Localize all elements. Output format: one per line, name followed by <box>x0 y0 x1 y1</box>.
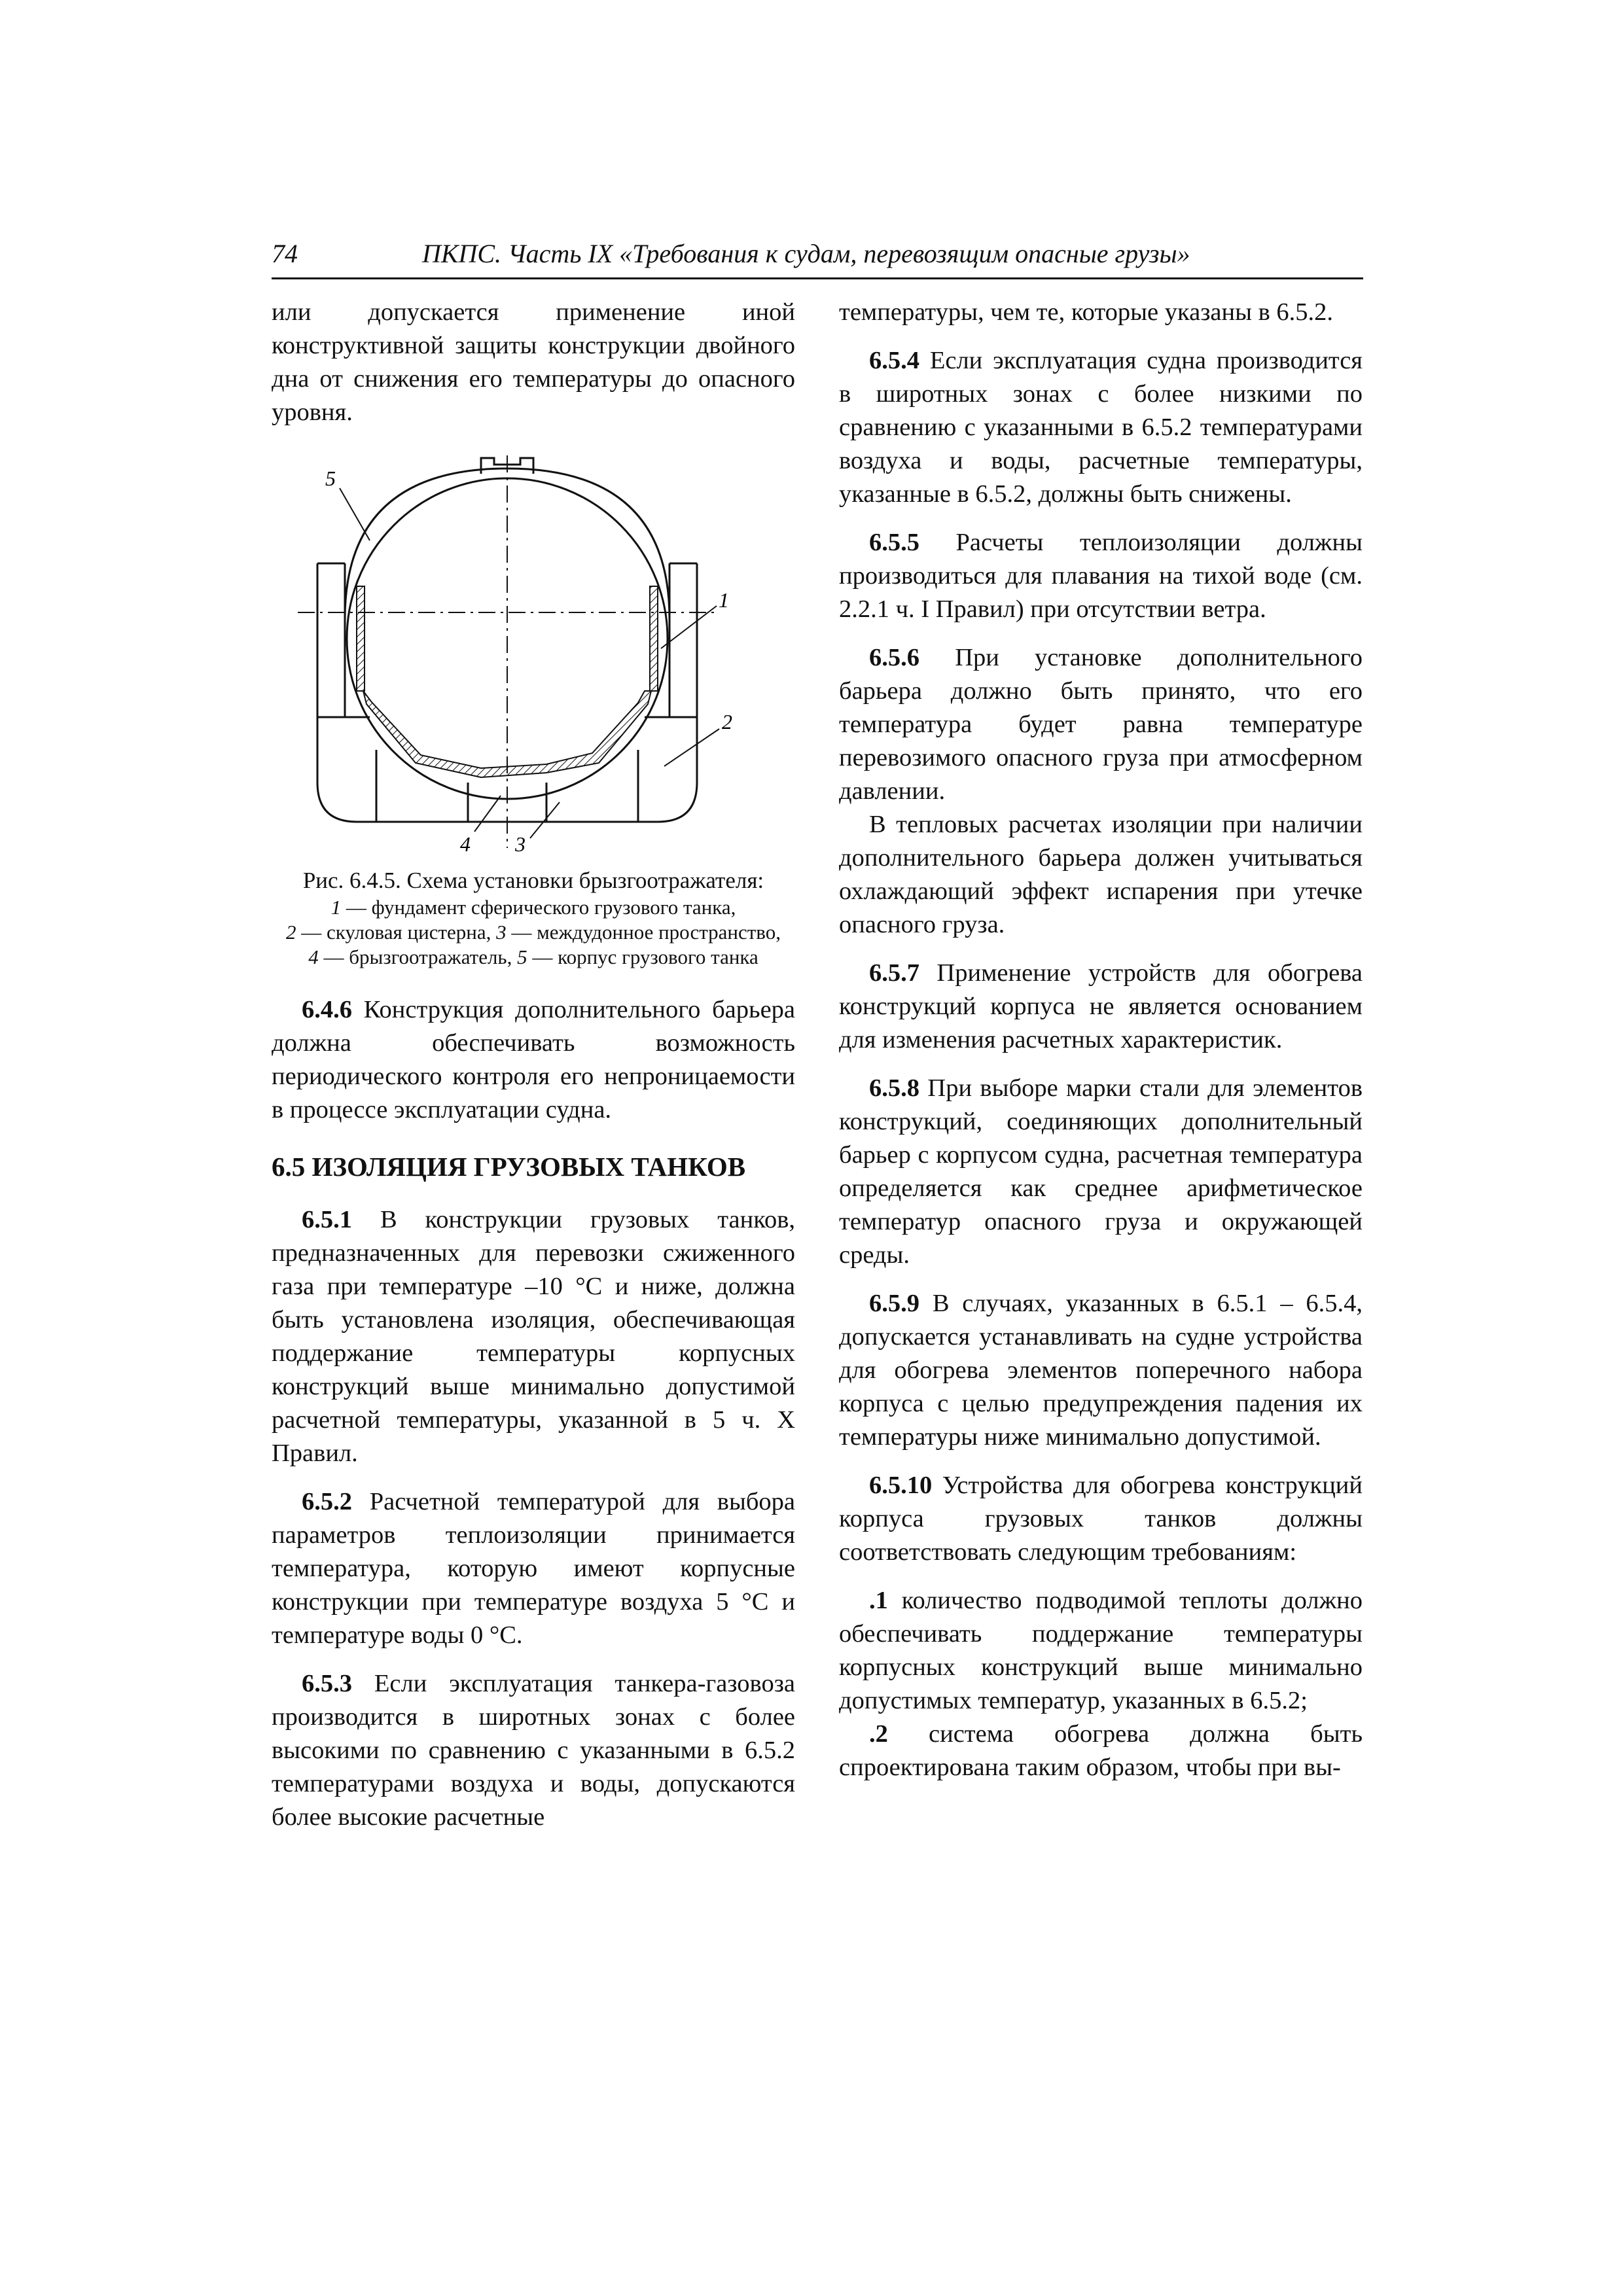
intro-paragraph: или допускается применение иной конструктивной защиты конструкции двойного дна от снижения его температуры до опасного уровня. <box>272 298 795 426</box>
caption-title: Рис. 6.4.5. Схема установки брызгоотражателя: <box>302 868 764 893</box>
figure-6-4-5 <box>272 455 795 861</box>
right-column <box>839 296 1363 1784</box>
paragraph-6-5-7: 6.5.7 Применение устройств для обогрева конструкций корпуса не является основанием для изменения расчетных характеристик. <box>839 959 1363 1053</box>
paragraph-6-4-6: 6.4.6 Конструкция дополнительного барьера должна обеспечивать возможность периодического контроля его непроницаемости в процессе эксплуатации судна. <box>272 996 795 1123</box>
paragraph-6-5-5: 6.5.5 Расчеты теплоизоляции должны производиться для плавания на тихой воде (см. 2.2.1 ч. I Правил) при отсутствии ветра. <box>839 529 1363 623</box>
paragraph-6-5-4: 6.5.4 Если эксплуатация судна производится в широтных зонах с более низкими по сравнению с указанными в 6.5.2 температурами воздуха и воды, расчетные температуры, указанные в 6.5.2, должны быть снижены. <box>839 347 1363 508</box>
section-title: 6.5 ИЗОЛЯЦИЯ ГРУЗОВЫХ ТАНКОВ <box>272 1152 746 1182</box>
paragraph-6-5-3: 6.5.3 Если эксплуатация танкера-газовоза производится в широтных зонах с более высокими по сравнению с указанными в 6.5.2 температурами воздуха и воды, допускаются более высокие расчетные <box>272 1670 795 1831</box>
left-column <box>272 296 795 1834</box>
list-item-2: .2 система обогрева должна быть спроектирована таким образом, чтобы при вы- <box>839 1720 1363 1781</box>
spray-shield-diagram <box>272 455 795 861</box>
paragraph-6-5-9: 6.5.9 В случаях, указанных в 6.5.1 – 6.5.4, допускается устанавливать на судне устройства для обогрева элементов поперечного набора корпуса с целью предупреждения падения их температуры ниже минимально допустимой. <box>839 1290 1363 1451</box>
paragraph-6-5-6-b: В тепловых расчетах изоляции при наличии дополнительного барьера должен учитываться охлаждающий эффект испарения при утечке опасного груза. <box>839 811 1363 938</box>
list-item-1: .1 количество подводимой теплоты должно обеспечивать поддержание температуры корпусных конструкций выше минимально допустимых температур, указанных в 6.5.2; <box>839 1587 1363 1714</box>
paragraph-6-5-10: 6.5.10 Устройства для обогрева конструкций корпуса грузовых танков должны соответствовать следующим требованиям: <box>839 1472 1363 1566</box>
paragraph-6-5-2: 6.5.2 Расчетной температурой для выбора параметров теплоизоляции принимается температура, которую имеют корпусные конструкции при температуре воздуха 5 °С и температуре воды 0 °С. <box>272 1488 796 1649</box>
label-1: 1 <box>719 588 729 612</box>
paragraph-6-5-8: 6.5.8 При выборе марки стали для элементов конструкций, соединяющих дополнительный барьер с корпусом судна, расчетная температура определяется как среднее арифметическое температур опасного груза и окружающей среды. <box>839 1074 1363 1269</box>
figure-caption <box>272 866 795 970</box>
paragraph-6-5-6: 6.5.6 При установке дополнительного барьера должно быть принято, что его температура будет равна температуре перевозимого опасного груза при атмосферном давлении. <box>839 644 1363 805</box>
page-number: 74 <box>272 239 298 268</box>
label-5: 5 <box>325 467 336 490</box>
label-3: 3 <box>515 832 526 856</box>
caption-legend: 1 — фундамент сферического грузового танка, 2 — скуловая цистерна, 3 — междудонное пространство, 4 — брызгоотражатель, 5 — корпус грузового танка <box>286 896 781 968</box>
label-4: 4 <box>460 832 471 856</box>
running-title: ПКПС. Часть IX «Требования к судам, перевозящим опасные грузы» <box>422 239 1190 268</box>
label-2: 2 <box>722 710 732 733</box>
continued-paragraph: температуры, чем те, которые указаны в 6.5.2. <box>839 298 1334 326</box>
running-header <box>272 237 1363 279</box>
paragraph-6-5-1: 6.5.1 В конструкции грузовых танков, предназначенных для перевозки сжиженного газа при температуре –10 °С и ниже, должна быть установлена изоляция, обеспечивающая поддержание температуры корпусных конструкций выше минимально допустимой расчетной температуры, указанной в 5 ч. X Правил. <box>272 1206 796 1467</box>
